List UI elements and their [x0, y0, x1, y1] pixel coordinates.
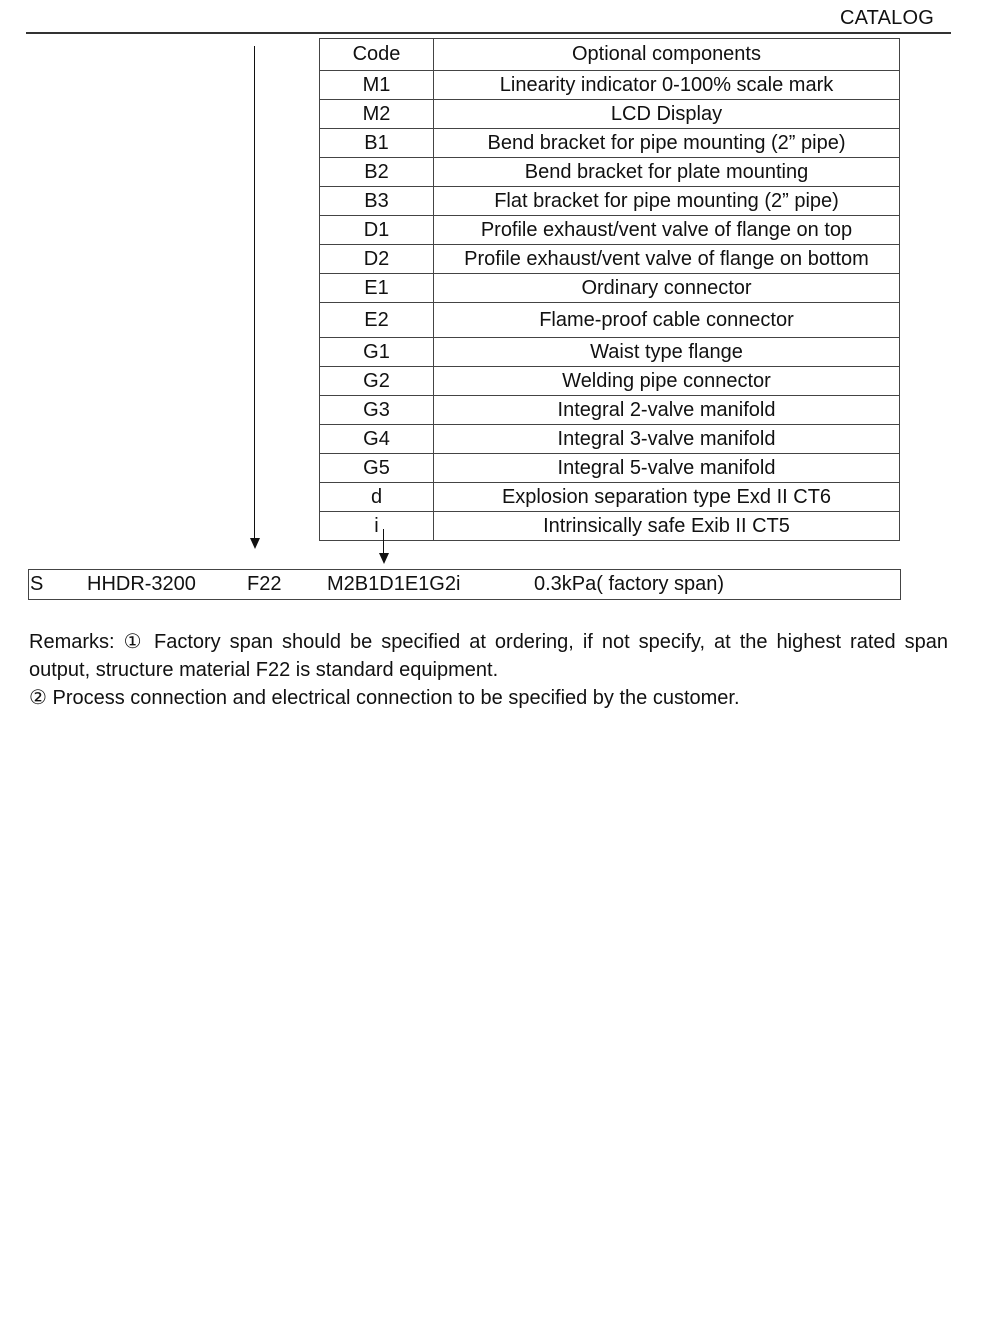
table-row — [320, 158, 900, 187]
option-description: Bend bracket for pipe mounting (2” pipe) — [434, 129, 900, 158]
table-row — [320, 454, 900, 483]
table-row — [320, 338, 900, 367]
option-description: Flame-proof cable connector — [434, 303, 900, 338]
option-code: D2 — [320, 245, 434, 274]
option-code: B2 — [320, 158, 434, 187]
option-description: Linearity indicator 0-100% scale mark — [434, 71, 900, 100]
model-example-box — [28, 569, 901, 600]
header-divider — [26, 32, 951, 34]
table-row — [320, 245, 900, 274]
model-options: M2B1D1E1G2i — [327, 573, 461, 595]
option-description: Bend bracket for plate mounting — [434, 158, 900, 187]
option-code: G5 — [320, 454, 434, 483]
option-description: Integral 2-valve manifold — [434, 396, 900, 425]
option-code: M2 — [320, 100, 434, 129]
table-row — [320, 512, 900, 541]
option-code: G4 — [320, 425, 434, 454]
option-code: i — [320, 512, 434, 541]
remarks-section — [29, 628, 948, 712]
option-code: E1 — [320, 274, 434, 303]
remark-1: Remarks: ① Factory span should be specified at ordering, if not specify, at the highest rated span output, structure material F22 is standard equipment. — [29, 631, 948, 681]
table-row — [320, 100, 900, 129]
model-span: 0.3kPa( factory span) — [534, 573, 725, 595]
table-row — [320, 216, 900, 245]
model-number: HHDR-3200 — [87, 573, 196, 595]
column-header-description: Optional components — [434, 39, 900, 71]
option-description: Intrinsically safe Exib II CT5 — [434, 512, 900, 541]
model-series: S — [30, 573, 44, 595]
table-row — [320, 367, 900, 396]
option-code: G2 — [320, 367, 434, 396]
table-row — [320, 71, 900, 100]
option-code: d — [320, 483, 434, 512]
option-description: Profile exhaust/vent valve of flange on top — [434, 216, 900, 245]
option-description: Integral 3-valve manifold — [434, 425, 900, 454]
option-code: D1 — [320, 216, 434, 245]
model-material: F22 — [247, 573, 282, 595]
option-description: LCD Display — [434, 100, 900, 129]
option-description: Ordinary connector — [434, 274, 900, 303]
remark-2: ② Process connection and electrical connection to be specified by the customer. — [29, 687, 740, 709]
table-row — [320, 187, 900, 216]
option-code: G1 — [320, 338, 434, 367]
option-description: Explosion separation type Exd II CT6 — [434, 483, 900, 512]
table-row — [320, 303, 900, 338]
option-description: Waist type flange — [434, 338, 900, 367]
table-header-row — [320, 39, 900, 71]
option-description: Integral 5-valve manifold — [434, 454, 900, 483]
table-row — [320, 483, 900, 512]
option-code: B1 — [320, 129, 434, 158]
catalog-header-title: CATALOG — [839, 7, 934, 29]
option-code: M1 — [320, 71, 434, 100]
option-description: Welding pipe connector — [434, 367, 900, 396]
optional-components-table — [319, 38, 900, 541]
option-code: G3 — [320, 396, 434, 425]
table-row — [320, 396, 900, 425]
table-row — [320, 425, 900, 454]
option-description: Flat bracket for pipe mounting (2” pipe) — [434, 187, 900, 216]
column-header-code: Code — [320, 39, 434, 71]
table-row — [320, 274, 900, 303]
option-description: Profile exhaust/vent valve of flange on bottom — [434, 245, 900, 274]
option-code: B3 — [320, 187, 434, 216]
option-code: E2 — [320, 303, 434, 338]
table-row — [320, 129, 900, 158]
